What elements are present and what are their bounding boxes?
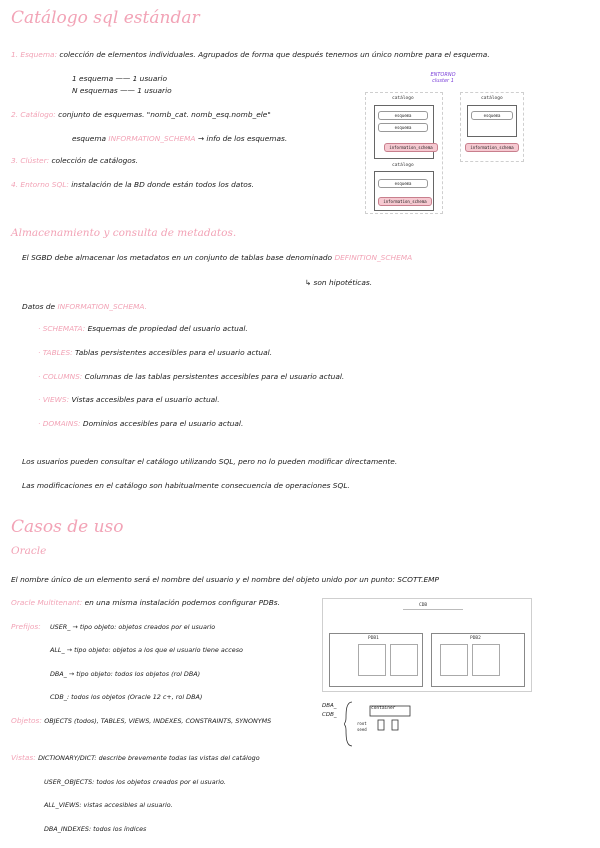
def-catalogo: 2. Catálogo: conjunto de esquemas. "nomb_cat. nomb_esq.nomb_ele" [11, 110, 271, 119]
almacenamiento-line1: El SGBD debe almacenar los metadatos en un conjunto de tablas base denominado DEFINITION_SCHEMA [22, 253, 413, 262]
pdb2-box: PDB2 [431, 633, 525, 687]
paragraph-1: Los usuarios pueden consultar el catálogo utilizando SQL, pero no lo pueden modificar directamente. [22, 457, 398, 466]
list-item-columns: · COLUMNS: Columnas de las tablas persistentes accesibles para el usuario actual. [38, 372, 345, 381]
multitenant-diagram: CDB PDB1 PDB2 [322, 598, 532, 692]
def-esquema: 1. Esquema: colección de elementos individuales. Agrupados de forma que después tenemos un único nombre para el esquema. [11, 50, 490, 59]
prefijo-dba: DBA_ → tipo objeto: todos los objetos (rol DBA) [50, 670, 201, 678]
vistas-dba-indexes: DBA_INDEXES: todos los índices [44, 825, 147, 833]
catalog-frame-2: catálogo esquema information_schema [460, 92, 524, 162]
def-catalogo-line2: esquema INFORMATION_SCHEMA → info de los esquemas. [72, 134, 288, 143]
prefijo-user: USER_ → tipo objeto: objetos creados por el usuario [50, 623, 216, 631]
section-heading-almacenamiento: Almacenamiento y consulta de metadatos. [11, 227, 237, 239]
dba-cdb-labels: DBA_ CDB_ [322, 703, 337, 718]
container-label: container [371, 706, 396, 711]
def-entorno: 4. Entorno SQL: instalación de la BD donde están todos los datos. [11, 180, 254, 189]
list-item-schemata: · SCHEMATA: Esquemas de propiedad del usuario actual. [38, 324, 248, 333]
schema-box-b [467, 105, 517, 137]
rel-2: N esquemas —— 1 usuario [72, 86, 172, 95]
def-cluster: 3. Clúster: colección de catálogos. [11, 156, 138, 165]
oracle-multitenant: Oracle Multitenant: en una misma instalación podemos configurar PDBs. [11, 598, 281, 607]
oracle-nombre: El nombre único de un elemento será el nombre del usuario y el nombre del objeto unido por un punto: SCOTT.EMP [11, 575, 439, 584]
vistas-all-views: ALL_VIEWS: vistas accesibles al usuario. [44, 801, 173, 809]
datos-de: Datos de INFORMATION_SCHEMA. [22, 302, 147, 311]
container-sub: root seed [357, 721, 367, 732]
almacenamiento-line2: ↳ son hipotéticas. [305, 278, 373, 287]
rel-1: 1 esquema —— 1 usuario [72, 74, 167, 83]
vistas-line: Vistas: DICTIONARY/DICT: describe brevemente todas las vistas del catálogo [11, 753, 260, 762]
page-title: Catálogo sql estándar [11, 8, 200, 28]
prefijo-all: ALL_ → tipo objeto: objetos a los que el usuario tiene acceso [50, 646, 243, 654]
subheading-oracle: Oracle [11, 545, 47, 557]
list-item-views: · VIEWS: Vistas accesibles para el usuario actual. [38, 395, 220, 404]
section-heading-casos: Casos de uso [11, 517, 124, 537]
prefijo-cdb: CDB_: todos los objetos (Oracle 12 c+, rol DBA) [50, 693, 203, 701]
vistas-user-objects: USER_OBJECTS: todos los objetos creados por el usuario. [44, 778, 226, 786]
list-item-tables: · TABLES: Tablas persistentes accesibles para el usuario actual. [38, 348, 273, 357]
prefijos-label: Prefijos: [11, 622, 41, 631]
objetos-line: Objetos: OBJECTS (todos), TABLES, VIEWS, INDEXES, CONSTRAINTS, SYNONYMS [11, 716, 272, 725]
pdb1-box: PDB1 [329, 633, 423, 687]
list-item-domains: · DOMAINS: Dominios accesibles para el usuario actual. [38, 419, 244, 428]
paragraph-2: Las modificaciones en el catálogo son habitualmente consecuencia de operaciones SQL. [22, 481, 350, 490]
catalog-frame-1: catálogo esquema esquema information_schema catálogo esquema information_schema [365, 92, 443, 214]
diagram-title: ENTORNO cluster 1 [430, 72, 456, 84]
